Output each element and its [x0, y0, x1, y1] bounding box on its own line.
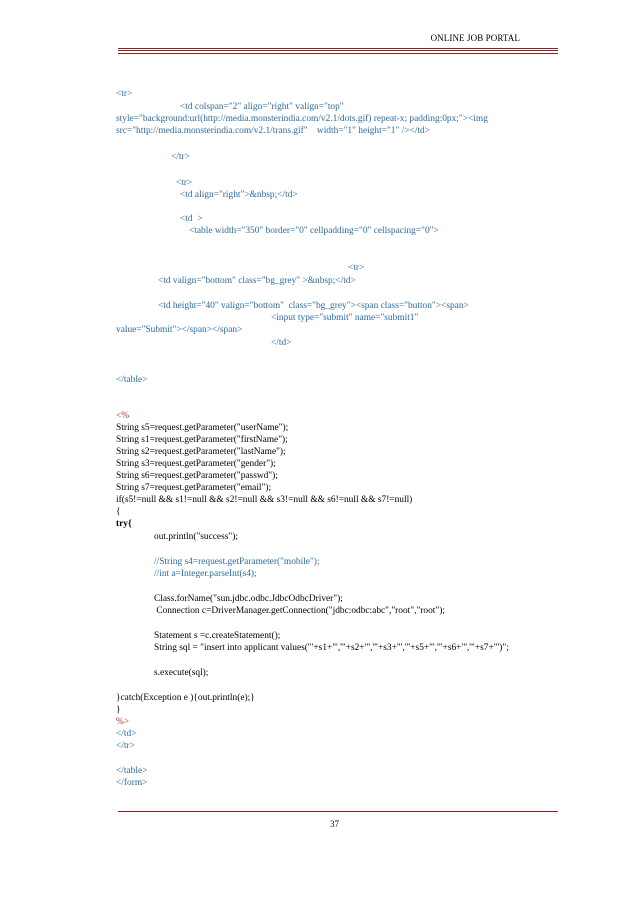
code-line: if(s5!=null && s1!=null && s2!=null && s3!=null && s6!=null && s7!=null)	[116, 495, 413, 505]
code-line: String sql = "insert into applicant values('"+s1+"','"+s2+"','"+s3+"','"+s5+"','"+s6+"','"+s7+"')";	[154, 643, 509, 653]
code-line: </tr>	[116, 741, 135, 751]
code-line: //int a=Integer.parseInt(s4);	[154, 569, 257, 579]
code-line: String s3=request.getParameter("gender");	[116, 459, 276, 469]
code-line: style="background:url(http://media.monsterindia.com/v2.1/dots.gif) repeat-x; padding:0px;"><img	[116, 114, 488, 124]
code-line: <input type="submit" name="submit1"	[271, 313, 419, 323]
code-line: value="Submit"></span></span>	[116, 325, 243, 335]
code-line: <td colspan="2" align="right" valign="top"	[180, 102, 344, 112]
code-line: s.execute(sql);	[154, 668, 209, 678]
code-line: %>	[116, 717, 130, 727]
code-line: <tr>	[176, 178, 193, 188]
code-line: </td>	[116, 729, 137, 739]
page-number: 37	[330, 819, 339, 829]
code-line: </tr>	[171, 152, 190, 162]
code-line: out.println("success");	[154, 532, 238, 542]
code-line: </table>	[116, 375, 148, 385]
code-line: Statement s =c.createStatement();	[154, 631, 281, 641]
code-line: </table>	[116, 766, 148, 776]
code-line: String s7=request.getParameter("email");	[116, 483, 272, 493]
code-line: String s6=request.getParameter("passwd");	[116, 471, 278, 481]
code-line: <td height="40" valign="bottom" class="bg_grey"><span class="button"><span>	[158, 301, 469, 311]
code-line: <tr>	[116, 89, 133, 99]
code-line: String s5=request.getParameter("userName");	[116, 423, 289, 433]
running-header: ONLINE JOB PORTAL	[430, 33, 520, 43]
code-line: Class.forName("sun.jdbc.odbc.JdbcOdbcDriver");	[154, 594, 343, 604]
code-line: }catch(Exception e ){out.println(e);}	[116, 693, 255, 703]
header-rule	[118, 48, 558, 54]
code-line: String s2=request.getParameter("lastName");	[116, 447, 286, 457]
code-line: <table width="350" border="0" cellpadding="0" cellspacing="0">	[189, 226, 439, 236]
code-line: {	[116, 507, 121, 517]
footer-rule	[118, 811, 558, 812]
code-line: <%	[116, 411, 130, 421]
code-line: Connection c=DriverManager.getConnection("jdbc:odbc:abc","root","root");	[154, 606, 445, 616]
code-line: <td >	[180, 214, 203, 224]
code-line: <td align="right">&nbsp;</td>	[180, 190, 298, 200]
code-line: //String s4=request.getParameter("mobile");	[154, 557, 320, 567]
code-line: <td valign="bottom" class="bg_grey" >&nbsp;</td>	[158, 276, 356, 286]
code-line: }	[116, 705, 121, 715]
code-line: try{	[116, 519, 132, 529]
code-line: </td>	[271, 338, 292, 348]
code-line: </form>	[116, 778, 148, 788]
code-line: src="http://media.monsterindia.com/v2.1/trans.gif" width="1" height="1" /></td>	[116, 126, 431, 136]
code-line: String s1=request.getParameter("firstName");	[116, 435, 288, 445]
code-line: <tr>	[348, 263, 365, 273]
